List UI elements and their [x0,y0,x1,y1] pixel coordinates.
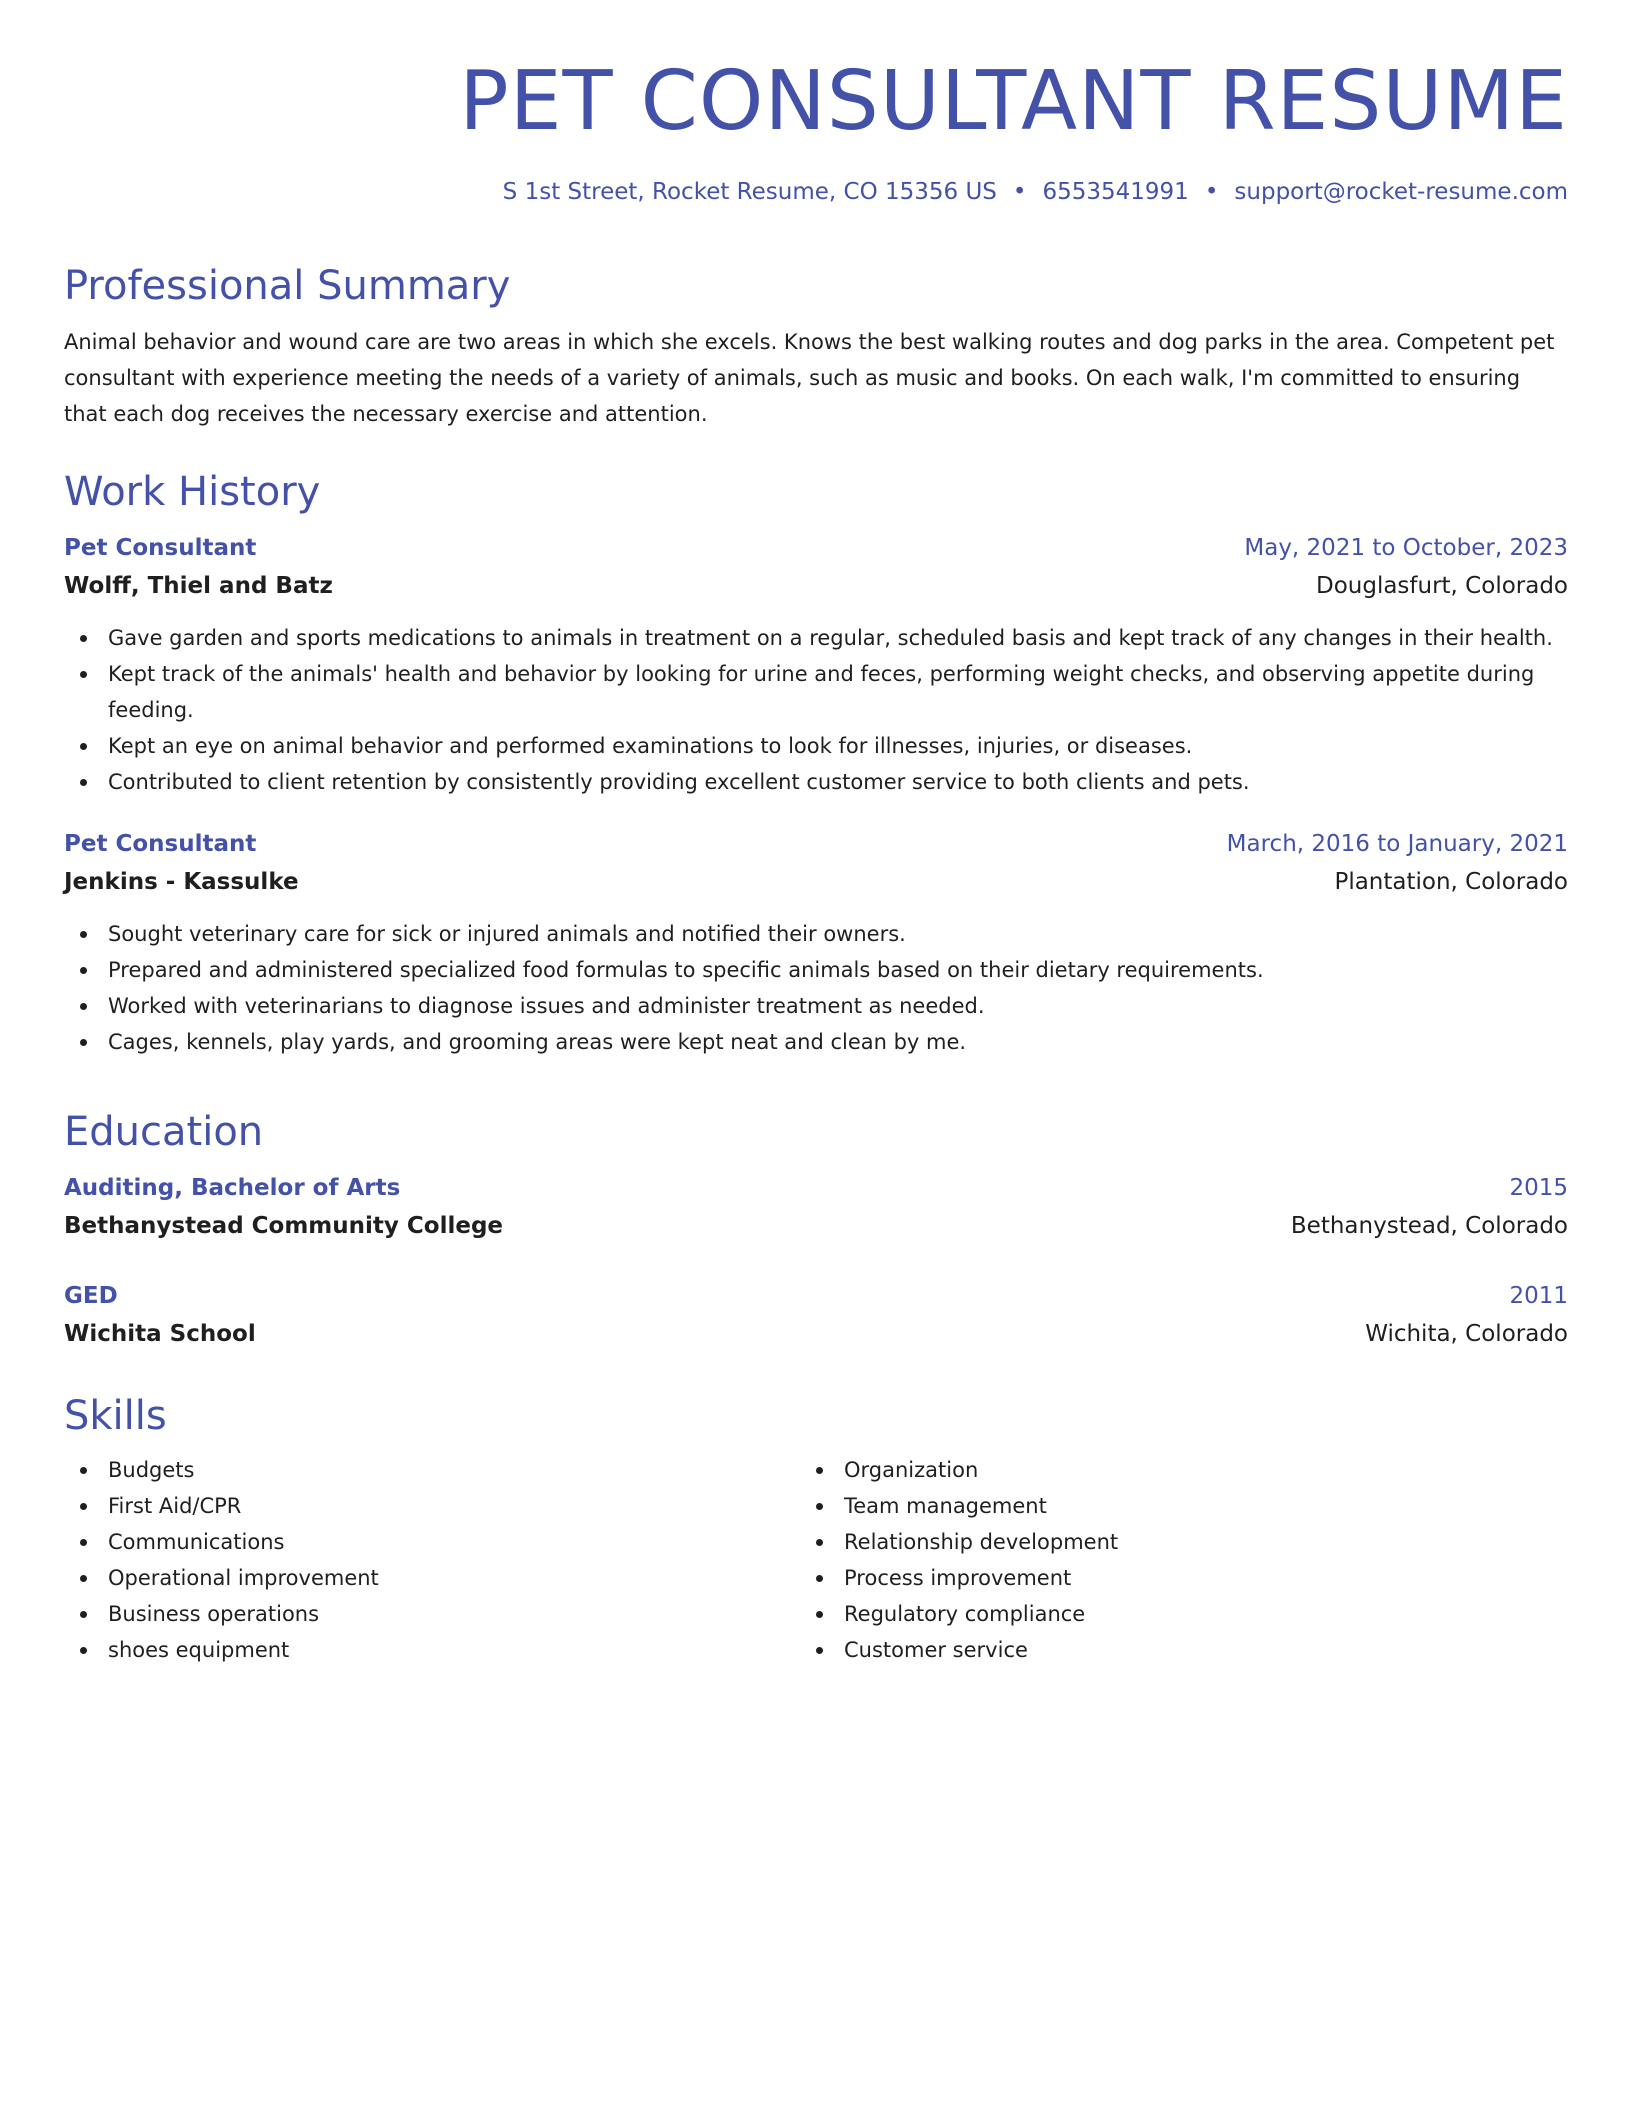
job-dates: March, 2016 to January, 2021 [1226,831,1568,857]
summary-section [64,262,1568,432]
job-company: Wolff, Thiel and Batz [64,573,333,599]
education-degree: GED [64,1283,118,1309]
list-item: Gave garden and sports medications to animals in treatment on a regular, scheduled basis and kept track of any changes in their health. [64,620,1568,656]
job-bullets [64,620,1568,800]
list-item: Worked with veterinarians to diagnose issues and administer treatment as needed. [64,988,1568,1024]
job-title: Pet Consultant [64,535,257,561]
job-header-row [64,530,1568,566]
contact-address: S 1st Street, Rocket Resume, CO 15356 US [502,179,997,205]
education-header-row [64,1170,1568,1206]
education-school: Wichita School [64,1321,256,1347]
skill-item: Operational improvement [64,1560,800,1596]
contact-separator: • [1012,179,1027,205]
job-entry [64,530,1568,800]
skill-item: Business operations [64,1596,800,1632]
skill-item: Communications [64,1524,800,1560]
job-company-row [64,568,1568,604]
summary-heading: Professional Summary [64,263,511,309]
skill-item: Process improvement [800,1560,1536,1596]
job-dates: May, 2021 to October, 2023 [1244,535,1568,561]
education-school-row [64,1316,1568,1352]
education-section [64,1108,1568,1352]
skill-item: Team management [800,1488,1536,1524]
job-header-row [64,826,1568,862]
skill-item: Organization [800,1452,1536,1488]
job-location: Plantation, Colorado [1334,869,1568,895]
skills-list-left [64,1452,800,1668]
list-item: Contributed to client retention by consistently providing excellent customer service to both clients and pets. [64,764,1568,800]
skills-section [64,1392,1568,1668]
skill-item: Regulatory compliance [800,1596,1536,1632]
contact-separator: • [1204,179,1219,205]
skill-item: First Aid/CPR [64,1488,800,1524]
list-item: Prepared and administered specialized food formulas to specific animals based on their dietary requirements. [64,952,1568,988]
skill-item: shoes equipment [64,1632,800,1668]
education-location: Bethanystead, Colorado [1290,1213,1568,1239]
education-header-row [64,1278,1568,1314]
contact-email[interactable]: support@rocket-resume.com [1234,179,1568,205]
resume-title: PET CONSULTANT RESUME [459,54,1568,149]
job-title: Pet Consultant [64,831,257,857]
education-entry [64,1278,1568,1352]
list-item: Kept track of the animals' health and behavior by looking for urine and feces, performing weight checks, and observing appetite during feeding. [64,656,1568,728]
list-item: Sought veterinary care for sick or injured animals and notified their owners. [64,916,1568,952]
job-bullets [64,916,1568,1060]
job-company: Jenkins - Kassulke [64,869,299,895]
contact-phone: 6553541991 [1042,179,1189,205]
education-entry [64,1170,1568,1244]
education-year: 2011 [1509,1283,1568,1309]
skills-heading: Skills [64,1393,167,1439]
skill-item: Budgets [64,1452,800,1488]
work-history-heading: Work History [64,469,321,515]
list-item: Kept an eye on animal behavior and performed examinations to look for illnesses, injuries, or diseases. [64,728,1568,764]
education-heading: Education [64,1109,264,1155]
job-company-row [64,864,1568,900]
skills-grid [64,1452,1568,1668]
job-location: Douglasfurt, Colorado [1315,573,1568,599]
summary-text: Animal behavior and wound care are two areas in which she excels. Knows the best walking routes and dog parks in the area. Competent pet consultant with experience meeting the needs of a variety of animals, such as music and books. On each walk, I'm committed to ensuring that each dog receives the necessary exercise and attention. [64,330,1555,426]
education-degree: Auditing, Bachelor of Arts [64,1175,401,1201]
skills-list-right [800,1452,1536,1668]
education-location: Wichita, Colorado [1365,1321,1568,1347]
skill-item: Customer service [800,1632,1536,1668]
list-item: Cages, kennels, play yards, and grooming areas were kept neat and clean by me. [64,1024,1568,1060]
education-year: 2015 [1509,1175,1568,1201]
skill-item: Relationship development [800,1524,1536,1560]
contact-line [503,176,1568,208]
job-entry [64,826,1568,1060]
education-school-row [64,1208,1568,1244]
work-history-section [64,468,1568,1060]
education-school: Bethanystead Community College [64,1213,504,1239]
